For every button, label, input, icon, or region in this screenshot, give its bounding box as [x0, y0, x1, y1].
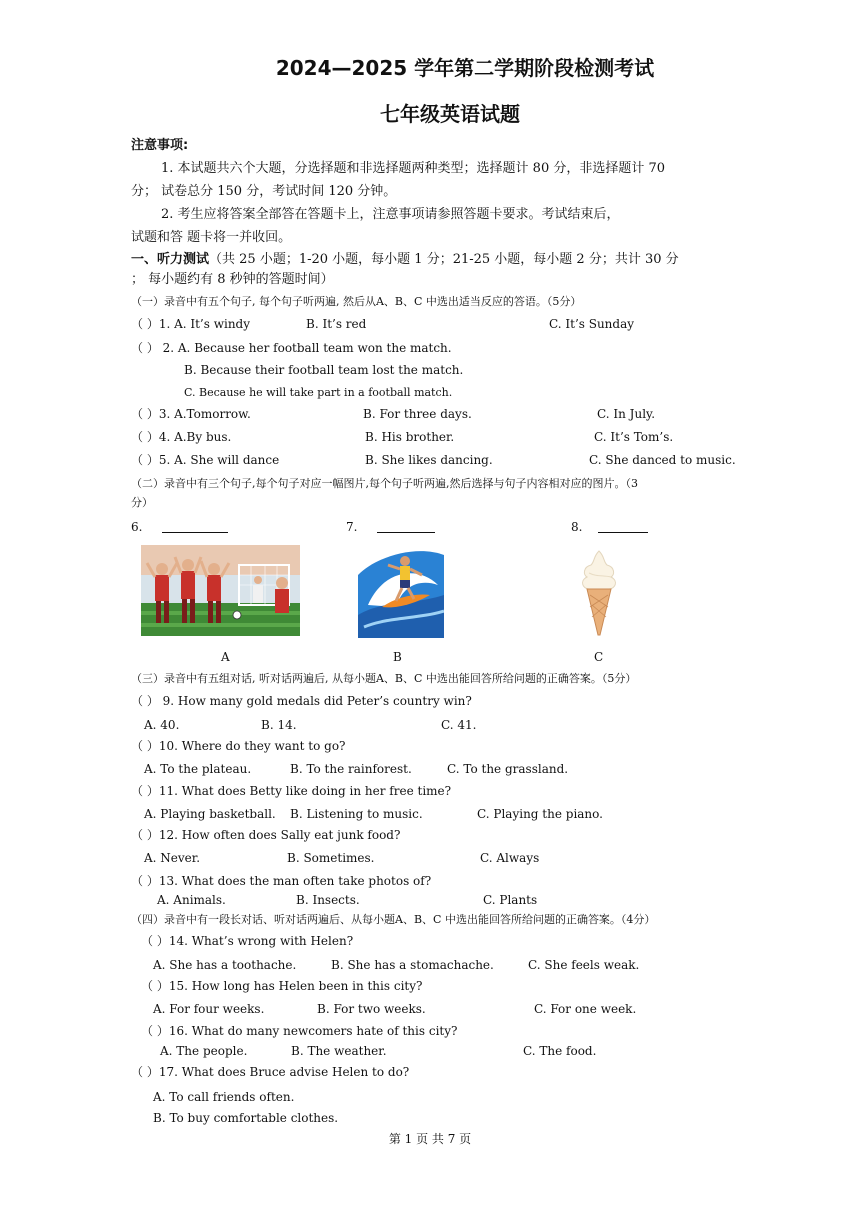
- exam-title: 2024—2025 学年第二学期阶段检测考试: [275, 56, 655, 80]
- q1-option-a: （ ）1. A. It’s windy: [131, 317, 251, 331]
- q2-option-c: C. Because he will take part in a football match.: [184, 386, 453, 399]
- q4-option-c: C. It’s Tom’s.: [594, 430, 674, 444]
- q9-option-b: B. 14.: [261, 718, 297, 732]
- picture-b-label: B: [393, 650, 402, 664]
- q10-option-a: A. To the plateau.: [144, 762, 252, 776]
- q12-option-a: A. Never.: [144, 851, 201, 865]
- q6-blank[interactable]: [162, 520, 228, 533]
- picture-c-ice-cream: [575, 547, 623, 639]
- q14-option-a: A. She has a toothache.: [153, 958, 297, 972]
- q6-number: 6.: [131, 520, 143, 534]
- q3-option-b: B. For three days.: [363, 407, 472, 421]
- q16-question: （ ）16. What do many newcomers hate of this city?: [141, 1024, 458, 1038]
- q11-question: （ ）11. What does Betty like doing in her free time?: [131, 784, 452, 798]
- part1-instruction: （一）录音中有五个句子, 每个句子听两遍, 然后从A、B、C 中选出适当反应的答语。（5分）: [131, 295, 582, 308]
- q6-label: [131, 520, 228, 533]
- q10-option-b: B. To the rainforest.: [290, 762, 412, 776]
- q17-question: （ ）17. What does Bruce advise Helen to do?: [131, 1065, 410, 1079]
- q16-option-b: B. The weather.: [291, 1044, 387, 1058]
- q11-option-c: C. Playing the piano.: [477, 807, 603, 821]
- q13-question: （ ）13. What does the man often take photos of?: [131, 874, 432, 888]
- q15-question: （ ）15. How long has Helen been in this city?: [141, 979, 423, 993]
- q15-option-b: B. For two weeks.: [317, 1002, 426, 1016]
- q8-blank[interactable]: [598, 520, 648, 533]
- q1-option-c: C. It’s Sunday: [549, 317, 635, 331]
- ice-cream-cone-icon: [575, 547, 623, 639]
- picture-b-surfing: [358, 545, 444, 638]
- part4-instruction: （四）录音中有一段长对话、听对话两遍后、从每小题A、B、C 中选出能回答所给问题的正确答案。（4分）: [131, 913, 656, 926]
- q10-option-c: C. To the grassland.: [447, 762, 569, 776]
- part2-instruction-line1: （二）录音中有三个句子,每个句子对应一幅图片,每个句子听两遍,然后选择与句子内容相对应的图片。（3: [131, 477, 638, 490]
- q11-option-b: B. Listening to music.: [290, 807, 423, 821]
- q17-option-b: B. To buy comfortable clothes.: [153, 1111, 339, 1125]
- q4-option-b: B. His brother.: [365, 430, 455, 444]
- page-footer: 第 1 页 共 7 页: [388, 1132, 472, 1146]
- q3-option-a: （ ）3. A.Tomorrow.: [131, 407, 251, 421]
- section1-desc-line1: （共 25 小题；1-20 小题，每小题 1 分；21-25 小题，每小题 2 分；共计 30 分: [209, 252, 679, 267]
- q15-option-a: A. For four weeks.: [153, 1002, 265, 1016]
- q9-option-c: C. 41.: [441, 718, 477, 732]
- picture-a-football: [141, 545, 300, 636]
- q17-option-a: A. To call friends often.: [153, 1090, 295, 1104]
- q15-option-c: C. For one week.: [534, 1002, 637, 1016]
- q7-label: [346, 520, 435, 533]
- notes-heading: 注意事项:: [131, 138, 189, 153]
- surfer-icon: [358, 545, 444, 638]
- q5-option-b: B. She likes dancing.: [365, 453, 493, 467]
- section1-desc-line2: ； 每小题约有 8 秒钟的答题时间）: [131, 272, 334, 287]
- q10-question: （ ）10. Where do they want to go?: [131, 739, 346, 753]
- q13-option-b: B. Insects.: [296, 893, 360, 907]
- q12-question: （ ）12. How often does Sally eat junk food?: [131, 828, 401, 842]
- football-players-icon: [141, 545, 300, 636]
- q2-option-a: （ ） 2. A. Because her football team won the match.: [131, 341, 452, 355]
- q16-option-a: A. The people.: [160, 1044, 248, 1058]
- notes-item1-line2: 分； 试卷总分 150 分，考试时间 120 分钟。: [131, 184, 397, 199]
- q13-option-c: C. Plants: [483, 893, 538, 907]
- q8-number: 8.: [571, 520, 583, 534]
- q7-blank[interactable]: [377, 520, 435, 533]
- q14-option-b: B. She has a stomachache.: [331, 958, 494, 972]
- picture-c-label: C: [594, 650, 604, 664]
- q9-option-a: A. 40.: [144, 718, 180, 732]
- section1-heading: 一、听力测试: [131, 252, 210, 267]
- q5-option-c: C. She danced to music.: [589, 453, 736, 467]
- notes-item2-line1: 2. 考生应将答案全部答在答题卡上，注意事项请参照答题卡要求。考试结束后，: [161, 207, 620, 222]
- q5-option-a: （ ）5. A. She will dance: [131, 453, 280, 467]
- q1-option-b: B. It’s red: [306, 317, 367, 331]
- notes-item2-line2: 试题和答 题卡将一并收回。: [131, 230, 292, 245]
- q2-option-b: B. Because their football team lost the match.: [184, 363, 464, 377]
- part2-instruction-line2: 分）: [131, 496, 153, 509]
- picture-a-label: A: [221, 650, 230, 664]
- q14-option-c: C. She feels weak.: [528, 958, 640, 972]
- q13-option-a: A. Animals.: [157, 893, 226, 907]
- q11-option-a: A. Playing basketball.: [144, 807, 276, 821]
- q7-number: 7.: [346, 520, 358, 534]
- section1-header: [131, 253, 679, 266]
- q12-option-b: B. Sometimes.: [287, 851, 375, 865]
- q12-option-c: C. Always: [480, 851, 540, 865]
- q8-label: [571, 520, 648, 533]
- q3-option-c: C. In July.: [597, 407, 656, 421]
- exam-subtitle: 七年级英语试题: [380, 102, 520, 126]
- notes-item1-line1: 1. 本试题共六个大题，分选择题和非选择题两种类型；选择题计 80 分，非选择题计 70: [161, 161, 666, 176]
- q9-question: （ ） 9. How many gold medals did Peter’s country win?: [131, 694, 472, 708]
- q4-option-a: （ ）4. A.By bus.: [131, 430, 232, 444]
- part3-instruction: （三）录音中有五组对话, 听对话两遍后, 从每小题A、B、C 中选出能回答所给问题的正确答案。（5分）: [131, 672, 637, 685]
- q16-option-c: C. The food.: [523, 1044, 597, 1058]
- q14-question: （ ）14. What’s wrong with Helen?: [141, 934, 354, 948]
